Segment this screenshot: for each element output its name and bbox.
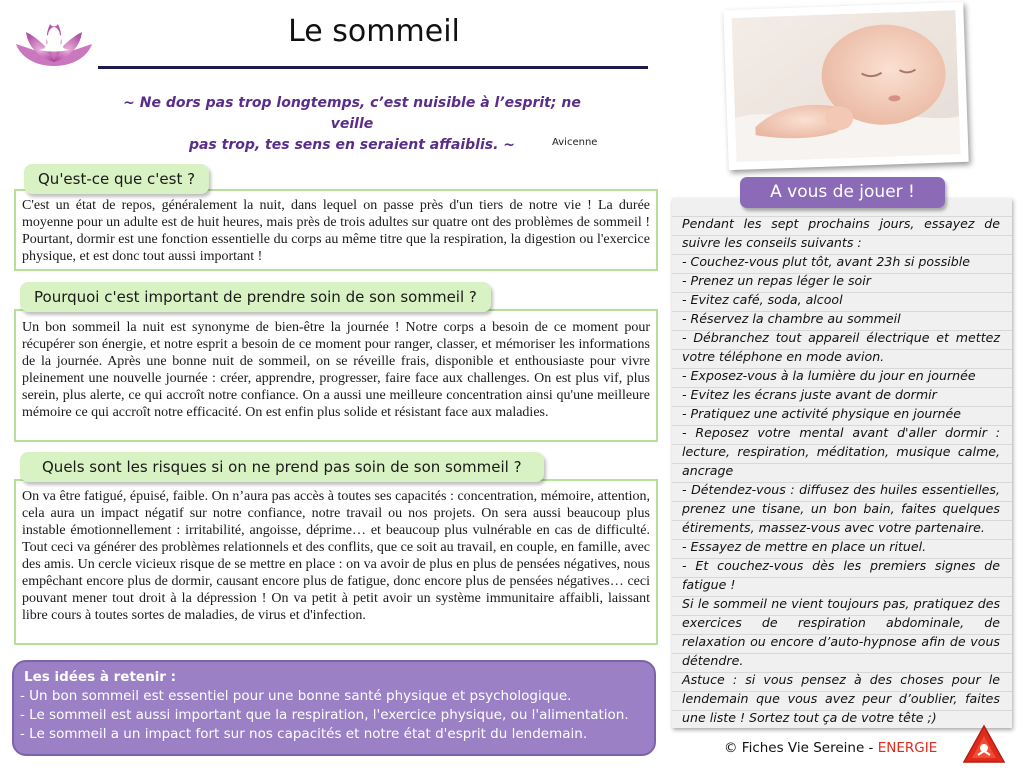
action-notepad bbox=[672, 198, 1012, 728]
your-turn-badge: A vous de jouer ! bbox=[740, 177, 945, 208]
section-text-what: C'est un état de repos, généralement la nuit, dans lequel on passe près d'un tiers de notre vie ! La durée moyenne pour un adulte est de huit heures, mais près de trois adultes sur quatre ont des problèmes de sommeil ! Pourtant, dormir est une fonction essentielle du corps au même titre que la respiration, la digestion ou l'exercice physique, et est donc tout aussi important ! bbox=[14, 189, 658, 271]
quote bbox=[112, 93, 592, 156]
tip-line: Astuce : si vous pensez à des choses pour le lendemain que vous avez peur d’oublier, faites une liste ! Sortez tout ça de votre tête ;) bbox=[682, 672, 1000, 725]
footer-energie: ENERGIE bbox=[877, 740, 938, 756]
action-tips bbox=[682, 214, 1000, 727]
page-title: Le sommeil bbox=[288, 14, 460, 49]
key-idea-item: - Le sommeil est aussi important que la respiration, l'exercice physique, ou l'alimentation. bbox=[20, 707, 629, 723]
tip-line: - Pratiquez une activité physique en journée bbox=[682, 406, 962, 421]
section-text-why: Un bon sommeil la nuit est synonyme de bien-être la journée ! Notre corps a besoin de ce moment pour récupérer son énergie, et notre esprit a besoin de ce moment pour ranger, classer, et mémoriser les informations de la journée. Après une bonne nuit de sommeil, on se réveille frais, disponible et enthousiaste pour vivre pleinement une nouvelle journée : créer, apprendre, progresser, faire face aux challenges. On est plus vif, plus serein, plus alerte, ce qui accroît notre confiance. On a aussi une meilleure concentration ainsi qu'une meilleure mémoire ce qui accroît notre efficacité. On est enfin plus solide et résistant face aux maladies. bbox=[14, 309, 658, 442]
section-text-risks: On va être fatigué, épuisé, faible. On n’aura pas accès à toutes ses capacités : concentration, mémoire, attention, cela aura un impact négatif sur notre confiance, notre travail ou nos projets. On sera aussi beaucoup plus instable émotionnellement : irritabilité, angoisse, déprime… et beaucoup plus vulnérable en cas de difficulté. Tout ceci va générer des problèmes relationnels et des conflits, que ce soit au travail, en couple, en famille, avec des amis. Un cercle vicieux risque de se mettre en place : on va avoir de plus en plus de pensées négatives, nous empêchant encore plus de dormir, causant encore plus de fatigue, donc encore plus de pensées négatives… ceci pouvant mener tout droit à la dépression ! On va petit à petit avoir un système immunitaire affaibli, laissant libre cours à toutes sortes de maladies, de virus et d'infection. bbox=[14, 479, 658, 645]
quote-line-2: pas trop, tes sens en seraient affaiblis. ~ bbox=[188, 137, 516, 153]
tip-line: - Exposez-vous à la lumière du jour en journée bbox=[682, 368, 976, 383]
tip-line: Pendant les sept prochains jours, essayez de suivre les conseils suivants : bbox=[682, 216, 1000, 250]
tip-line: - Evitez les écrans juste avant de dormir bbox=[682, 387, 937, 402]
tip-line: - Détendez-vous : diffusez des huiles essentielles, prenez une tisane, un bon bain, faites quelques étirements, massez-vous avec votre partenaire. bbox=[682, 482, 1000, 535]
section-heading-risks: Quels sont les risques si on ne prend pas soin de son sommeil ? bbox=[20, 452, 544, 482]
key-idea-item: - Le sommeil a un impact fort sur nos capacités et notre état d'esprit du lendemain. bbox=[20, 726, 588, 742]
quote-author: Avicenne bbox=[552, 137, 598, 148]
footer-copyright: © Fiches Vie Sereine - bbox=[724, 740, 878, 756]
tip-line: - Essayez de mettre en place un rituel. bbox=[682, 539, 927, 554]
title-divider bbox=[98, 66, 648, 69]
tip-line: - Réservez la chambre au sommeil bbox=[682, 311, 901, 326]
tip-line: - Evitez café, soda, alcool bbox=[682, 292, 843, 307]
sleeping-baby-photo bbox=[723, 2, 968, 170]
energy-triangle-icon bbox=[962, 724, 1006, 764]
key-ideas-title: Les idées à retenir : bbox=[24, 669, 177, 685]
key-ideas-box bbox=[12, 660, 656, 756]
section-heading-what: Qu'est-ce que c'est ? bbox=[24, 164, 209, 194]
tip-line: - Prenez un repas léger le soir bbox=[682, 273, 871, 288]
tip-line: - Reposez votre mental avant d'aller dormir : lecture, respiration, méditation, musique calme, ancrage bbox=[682, 425, 1000, 478]
tip-line: - Débranchez tout appareil électrique et mettez votre téléphone en mode avion. bbox=[682, 330, 1000, 364]
tip-line: Si le sommeil ne vient toujours pas, pratiquez des exercices de respiration abdominale, de relaxation ou encore d’auto-hypnose afin de vous détendre. bbox=[682, 596, 1000, 668]
footer-credit bbox=[724, 740, 937, 756]
tip-line: - Et couchez-vous dès les premiers signes de fatigue ! bbox=[682, 558, 1000, 592]
quote-line-1: ~ Ne dors pas trop longtemps, c’est nuisible à l’esprit; ne veille bbox=[123, 95, 581, 132]
key-idea-item: - Un bon sommeil est essentiel pour une bonne santé physique et psychologique. bbox=[20, 688, 572, 704]
section-heading-why: Pourquoi c'est important de prendre soin de son sommeil ? bbox=[20, 282, 491, 312]
tip-line: - Couchez-vous plut tôt, avant 23h si possible bbox=[682, 254, 970, 269]
lotus-meditation-icon bbox=[14, 8, 94, 70]
